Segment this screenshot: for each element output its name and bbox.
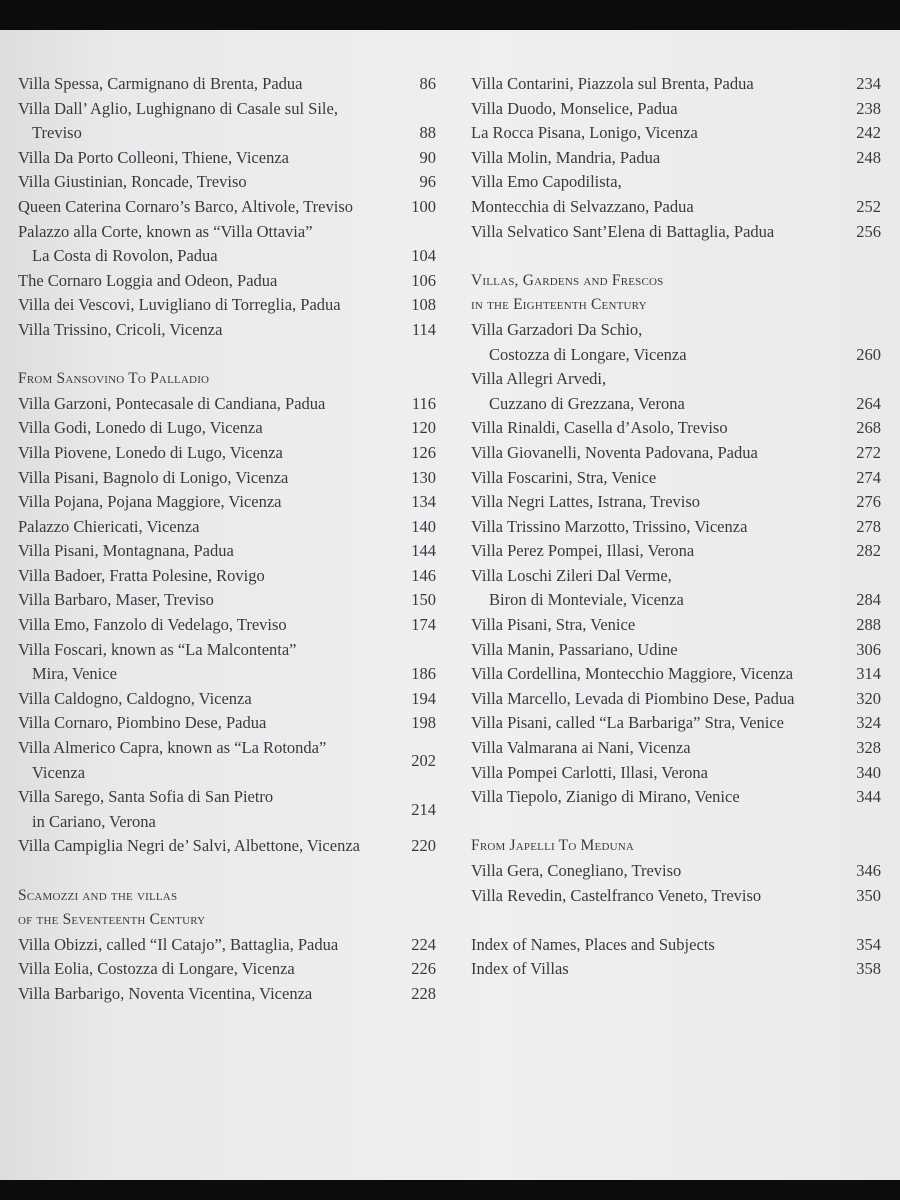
- toc-entry: [471, 392, 881, 417]
- toc-entry: [18, 785, 436, 810]
- toc-entry: [471, 933, 881, 958]
- toc-entry-title: in Cariano, Verona: [32, 811, 156, 831]
- toc-entry-title: Villa Negri Lattes, Istrana, Treviso: [471, 492, 701, 512]
- section-heading-text: From Japelli To Meduna: [471, 837, 635, 855]
- toc-entry-title: Villa Spessa, Carmignano di Brenta, Padua: [18, 74, 303, 93]
- toc-entry: [471, 957, 881, 982]
- toc-entry-page-number: 328: [856, 738, 881, 758]
- toc-entry-page-number: 320: [856, 688, 881, 708]
- toc-entry: [18, 72, 436, 97]
- toc-entry-title: Cuzzano di Grezzana, Verona: [489, 393, 685, 413]
- toc-entry-page-number: 358: [856, 959, 881, 979]
- toc-entry-page-number: 228: [411, 983, 436, 1003]
- toc-entry: [18, 662, 436, 687]
- toc-entry-title: Villa Obizzi, called “Il Catajo”, Battaglia, Padua: [18, 934, 339, 954]
- toc-entry-title: Villa Almerico Capra, known as “La Rotonda”: [18, 738, 327, 758]
- toc-entry-page-number: 284: [856, 590, 881, 610]
- section-heading-text: From Sansovino To Palladio: [18, 370, 210, 388]
- toc-entry: [18, 982, 436, 1007]
- toc-entry: [471, 662, 881, 687]
- toc-entry-title: Villa Badoer, Fratta Polesine, Rovigo: [18, 565, 265, 585]
- toc-entry: [471, 121, 881, 146]
- toc-entry: [18, 392, 436, 417]
- toc-entry-page-number: 214: [411, 799, 436, 819]
- toc-entry-page-number: 274: [856, 467, 881, 487]
- toc-entry: [18, 736, 436, 761]
- toc-entry-title: Villa Dall’ Aglio, Lughignano di Casale sul Sile,: [18, 98, 338, 118]
- toc-left-column: [18, 72, 436, 1007]
- section-heading-text: in the Eighteenth Century: [471, 296, 647, 314]
- toc-entry-page-number: 146: [411, 565, 436, 585]
- toc-entry-title: Villa Piovene, Lonedo di Lugo, Vicenza: [18, 442, 283, 462]
- toc-entry-title: Villa Pompei Carlotti, Illasi, Verona: [471, 762, 709, 782]
- toc-entry: [471, 466, 881, 491]
- toc-entry-title: Villa Godi, Lonedo di Lugo, Vicenza: [18, 418, 263, 438]
- toc-entry: [471, 761, 881, 786]
- toc-entry-title: Villa Foscarini, Stra, Venice: [471, 467, 657, 487]
- section-heading: [18, 367, 436, 392]
- toc-entry: [18, 588, 436, 613]
- toc-entry: [471, 170, 881, 195]
- toc-entry-title: Montecchia di Selvazzano, Padua: [471, 196, 694, 216]
- toc-entry-title: Villa Foscari, known as “La Malcontenta”: [18, 639, 297, 659]
- toc-entry-title: Villa Sarego, Santa Sofia di San Pietro: [18, 787, 274, 807]
- toc-entry: [18, 466, 436, 491]
- toc-entry: [18, 750, 436, 786]
- toc-entry: [471, 515, 881, 540]
- toc-entry-title: Villa Cornaro, Piombino Dese, Padua: [18, 713, 267, 733]
- toc-entry-title: Villa Da Porto Colleoni, Thiene, Vicenza: [18, 147, 289, 167]
- toc-entry-title: Mira, Venice: [32, 664, 117, 684]
- toc-entry-page-number: 242: [856, 123, 881, 143]
- toc-entry-page-number: 278: [856, 516, 881, 536]
- toc-entry-title: Palazzo alla Corte, known as “Villa Ottavia”: [18, 221, 313, 241]
- toc-entry-title: Villa Barbaro, Maser, Treviso: [18, 590, 214, 610]
- toc-entry-title: Vicenza: [32, 762, 86, 782]
- toc-entry-title: Villa Trissino Marzotto, Trissino, Vicenza: [471, 516, 748, 536]
- toc-entry: [471, 367, 881, 392]
- toc-entry-page-number: 140: [411, 516, 436, 536]
- toc-right-column: [471, 72, 881, 982]
- toc-entry-title: Villa Loschi Zileri Dal Verme,: [471, 565, 672, 585]
- toc-entry-page-number: 324: [856, 713, 881, 733]
- toc-entry-page-number: 340: [856, 762, 881, 782]
- toc-entry-page-number: 260: [856, 344, 881, 364]
- toc-entry: [18, 799, 436, 835]
- toc-entry: [471, 441, 881, 466]
- toc-entry: [471, 785, 881, 810]
- toc-entry: [18, 711, 436, 736]
- toc-entry: [471, 711, 881, 736]
- toc-entry-title: Villa Revedin, Castelfranco Veneto, Treviso: [471, 885, 762, 905]
- toc-entry: [471, 638, 881, 663]
- toc-entry-title: Villa Selvatico Sant’Elena di Battaglia, Padua: [471, 221, 775, 241]
- toc-entry: [18, 244, 436, 269]
- toc-entry: [18, 834, 436, 859]
- toc-entry: [18, 539, 436, 564]
- toc-entry: [471, 416, 881, 441]
- toc-entry-title: The Cornaro Loggia and Odeon, Padua: [18, 270, 278, 290]
- toc-entry-page-number: 346: [856, 861, 881, 880]
- toc-entry: [471, 539, 881, 564]
- toc-entry-page-number: 252: [856, 196, 881, 216]
- toc-entry: [471, 195, 881, 220]
- toc-entry-page-number: 272: [856, 442, 881, 462]
- toc-entry-title: Villa Perez Pompei, Illasi, Verona: [471, 541, 695, 561]
- toc-entry-title: Villa Barbarigo, Noventa Vicentina, Vicenza: [18, 983, 313, 1003]
- section-heading: [471, 269, 881, 294]
- section-heading-text: Scamozzi and the villas: [18, 886, 178, 904]
- toc-entry-page-number: 306: [856, 639, 881, 659]
- toc-entry: [471, 859, 881, 884]
- toc-entry: [18, 293, 436, 318]
- book-page: [0, 30, 900, 1180]
- toc-entry-page-number: 104: [411, 246, 436, 266]
- toc-entry-page-number: 90: [419, 147, 436, 167]
- toc-entry-page-number: 198: [411, 713, 436, 733]
- toc-entry-page-number: 354: [856, 934, 881, 954]
- toc-entry-title: La Rocca Pisana, Lonigo, Vicenza: [471, 123, 698, 143]
- toc-entry-title: Villa Cordellina, Montecchio Maggiore, Vicenza: [471, 664, 794, 684]
- section-heading: [471, 293, 881, 318]
- toc-entry-page-number: 314: [856, 664, 881, 684]
- section-spacer: [18, 343, 436, 368]
- section-heading-text: Villas, Gardens and Frescos: [471, 271, 664, 289]
- toc-entry-title: Treviso: [32, 123, 82, 143]
- toc-entry: [18, 613, 436, 638]
- toc-entry-page-number: 350: [856, 885, 881, 905]
- toc-entry: [18, 957, 436, 982]
- toc-entry-title: Villa Allegri Arvedi,: [471, 369, 607, 389]
- toc-entry-title: Index of Villas: [471, 959, 569, 979]
- toc-entry-title: Queen Caterina Cornaro’s Barco, Altivole, Treviso: [18, 196, 353, 216]
- toc-entry-page-number: 106: [411, 270, 436, 290]
- toc-entry-title: Villa Garzoni, Pontecasale di Candiana, Padua: [18, 393, 326, 413]
- toc-entry-title: Villa Giustinian, Roncade, Treviso: [18, 172, 247, 192]
- toc-entry-page-number: 120: [411, 418, 436, 438]
- toc-entry-title: Villa Emo Capodilista,: [471, 172, 622, 192]
- toc-entry-title: Villa Manin, Passariano, Udine: [471, 639, 678, 659]
- toc-entry: [471, 564, 881, 589]
- toc-entry: [18, 687, 436, 712]
- toc-entry: [18, 441, 436, 466]
- toc-entry-page-number: 96: [419, 172, 436, 192]
- toc-entry-title: Villa Pisani, Stra, Venice: [471, 615, 636, 635]
- toc-entry-page-number: 234: [856, 74, 881, 93]
- toc-entry: [471, 318, 881, 343]
- toc-entry: [471, 97, 881, 122]
- section-heading: [18, 908, 436, 933]
- toc-entry-page-number: 344: [856, 787, 881, 807]
- section-heading: [471, 834, 881, 859]
- toc-entry-title: Villa Eolia, Costozza di Longare, Vicenza: [18, 959, 295, 979]
- toc-entry-title: La Costa di Rovolon, Padua: [32, 246, 218, 266]
- toc-entry-page-number: 144: [411, 541, 436, 561]
- toc-entry-page-number: 130: [411, 467, 436, 487]
- toc-entry-title: Villa Pojana, Pojana Maggiore, Vicenza: [18, 492, 282, 512]
- toc-entry-page-number: 134: [411, 492, 436, 512]
- toc-entry: [18, 638, 436, 663]
- toc-entry-title: Villa Molin, Mandria, Padua: [471, 147, 661, 167]
- toc-entry-page-number: 220: [411, 836, 436, 856]
- toc-entry-title: Villa Pisani, Bagnolo di Lonigo, Vicenza: [18, 467, 289, 487]
- toc-entry: [471, 687, 881, 712]
- toc-entry-page-number: 288: [856, 615, 881, 635]
- section-spacer: [471, 908, 881, 933]
- toc-entry-title: Villa dei Vescovi, Luvigliano di Torreglia, Padua: [18, 295, 341, 315]
- toc-entry: [471, 490, 881, 515]
- toc-entry-title: Costozza di Longare, Vicenza: [489, 344, 687, 364]
- toc-entry-page-number: 268: [856, 418, 881, 438]
- toc-entry: [18, 490, 436, 515]
- toc-entry-page-number: 108: [411, 295, 436, 315]
- section-heading: [18, 884, 436, 909]
- toc-entry-title: Villa Garzadori Da Schio,: [471, 319, 643, 339]
- toc-entry-title: Villa Valmarana ai Nani, Vicenza: [471, 738, 691, 758]
- toc-entry: [471, 72, 881, 97]
- toc-entry: [18, 515, 436, 540]
- toc-entry: [471, 146, 881, 171]
- toc-entry-page-number: 202: [411, 750, 436, 770]
- toc-entry: [18, 318, 436, 343]
- toc-entry: [471, 220, 881, 245]
- toc-entry: [18, 416, 436, 441]
- toc-entry-page-number: 276: [856, 492, 881, 512]
- toc-entry-page-number: 100: [411, 196, 436, 216]
- toc-entry: [18, 121, 436, 146]
- toc-entry: [18, 97, 436, 122]
- toc-entry: [471, 736, 881, 761]
- toc-entry-title: Villa Contarini, Piazzola sul Brenta, Padua: [471, 74, 754, 93]
- section-spacer: [18, 859, 436, 884]
- toc-entry: [471, 343, 881, 368]
- toc-entry-title: Villa Giovanelli, Noventa Padovana, Padua: [471, 442, 758, 462]
- toc-entry-title: Villa Pisani, Montagnana, Padua: [18, 541, 234, 561]
- toc-entry-page-number: 86: [419, 74, 436, 93]
- toc-entry-title: Villa Gera, Conegliano, Treviso: [471, 861, 682, 880]
- toc-entry-title: Villa Caldogno, Caldogno, Vicenza: [18, 688, 252, 708]
- toc-entry-page-number: 238: [856, 98, 881, 118]
- toc-entry-page-number: 256: [856, 221, 881, 241]
- section-spacer: [471, 244, 881, 269]
- toc-entry-title: Villa Rinaldi, Casella d’Asolo, Treviso: [471, 418, 728, 438]
- toc-entry-page-number: 224: [411, 934, 436, 954]
- toc-entry: [18, 195, 436, 220]
- toc-entry-title: Index of Names, Places and Subjects: [471, 934, 715, 954]
- toc-entry: [471, 884, 881, 909]
- toc-entry-page-number: 186: [411, 664, 436, 684]
- section-heading-text: of the Seventeenth Century: [18, 911, 206, 929]
- toc-entry-page-number: 174: [411, 615, 436, 635]
- toc-entry-title: Villa Campiglia Negri de’ Salvi, Albettone, Vicenza: [18, 836, 360, 856]
- toc-entry-page-number: 226: [411, 959, 436, 979]
- toc-entry-title: Villa Duodo, Monselice, Padua: [471, 98, 678, 118]
- section-spacer: [471, 810, 881, 835]
- toc-entry: [471, 613, 881, 638]
- toc-entry-title: Palazzo Chiericati, Vicenza: [18, 516, 200, 536]
- toc-entry-page-number: 126: [411, 442, 436, 462]
- toc-entry-title: Villa Pisani, called “La Barbariga” Stra, Venice: [471, 713, 785, 733]
- toc-entry-page-number: 88: [419, 123, 436, 143]
- toc-entry: [471, 588, 881, 613]
- toc-entry-page-number: 194: [411, 688, 436, 708]
- toc-entry-title: Villa Trissino, Cricoli, Vicenza: [18, 319, 223, 339]
- toc-entry: [18, 220, 436, 245]
- toc-entry-title: Villa Marcello, Levada di Piombino Dese, Padua: [471, 688, 795, 708]
- toc-entry-page-number: 264: [856, 393, 881, 413]
- toc-entry-page-number: 282: [856, 541, 881, 561]
- toc-entry: [18, 933, 436, 958]
- toc-entry-page-number: 150: [411, 590, 436, 610]
- toc-entry: [18, 564, 436, 589]
- toc-entry-title: Villa Tiepolo, Zianigo di Mirano, Venice: [471, 787, 740, 807]
- toc-entry-title: Biron di Monteviale, Vicenza: [489, 590, 684, 610]
- toc-entry-page-number: 116: [411, 393, 436, 413]
- toc-entry-title: Villa Emo, Fanzolo di Vedelago, Treviso: [18, 615, 287, 635]
- toc-entry: [18, 269, 436, 294]
- toc-entry-page-number: 114: [411, 319, 436, 339]
- toc-entry: [18, 146, 436, 171]
- toc-entry: [18, 170, 436, 195]
- toc-entry-page-number: 248: [856, 147, 881, 167]
